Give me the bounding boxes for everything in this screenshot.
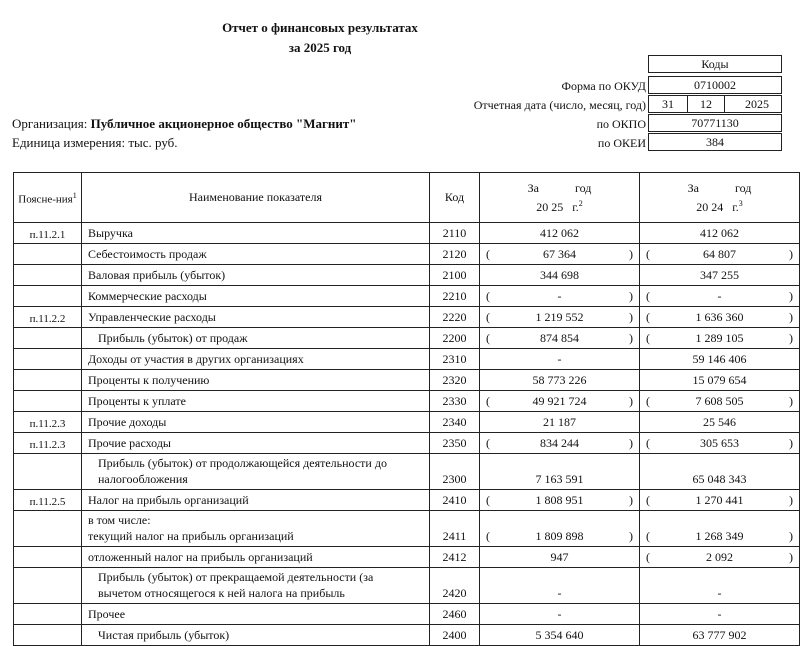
row-name: Себестоимость продаж [82, 244, 430, 265]
row-value-current: ( 67 364 ) [480, 244, 640, 265]
okpo-label: по ОКПО [596, 117, 646, 131]
row-name: Прочее [82, 604, 430, 625]
row-interest-paid [14, 391, 800, 412]
row-code: 2411 [430, 511, 480, 547]
row-value-current: ( 1 219 552 ) [480, 307, 640, 328]
row-code: 2420 [430, 568, 480, 604]
row-value-previous: 59 146 406 [640, 349, 800, 370]
row-sales-profit [14, 328, 800, 349]
row-note [14, 328, 82, 349]
row-interest-received [14, 370, 800, 391]
row-code: 2320 [430, 370, 480, 391]
report-period: за 2025 год [288, 40, 352, 55]
row-value-current: 947 [480, 547, 640, 568]
row-note: п.11.2.2 [14, 307, 82, 328]
row-value-current: 344 698 [480, 265, 640, 286]
report-title: Отчет о финансовых результатах [222, 20, 418, 35]
row-name: Доходы от участия в других организациях [82, 349, 430, 370]
row-value-current: 5 354 640 [480, 625, 640, 646]
row-note [14, 604, 82, 625]
row-revenue [14, 223, 800, 244]
row-value-current: 58 773 226 [480, 370, 640, 391]
date-month: 12 [687, 95, 725, 113]
row-name: Прибыль (убыток) от прекращаемой деятельности (за вычетом относящегося к ней налога на прибыль [82, 568, 430, 604]
row-note [14, 511, 82, 547]
row-value-previous: 25 546 [640, 412, 800, 433]
row-gross-profit [14, 265, 800, 286]
row-note [14, 625, 82, 646]
codes-header: Коды [648, 55, 782, 73]
row-code: 2200 [430, 328, 480, 349]
row-discontinued-ops [14, 568, 800, 604]
row-code: 2300 [430, 454, 480, 490]
row-note: п.11.2.1 [14, 223, 82, 244]
row-code: 2110 [430, 223, 480, 244]
row-code: 2210 [430, 286, 480, 307]
row-note [14, 568, 82, 604]
row-name: Валовая прибыль (убыток) [82, 265, 430, 286]
row-value-current: ( - ) [480, 286, 640, 307]
row-name: Чистая прибыль (убыток) [82, 625, 430, 646]
row-name: отложенный налог на прибыль организаций [82, 547, 430, 568]
row-value-previous: 15 079 654 [640, 370, 800, 391]
row-other-expenses [14, 433, 800, 454]
row-note: п.11.2.3 [14, 412, 82, 433]
okpo-value: 70771130 [648, 114, 782, 132]
row-code: 2350 [430, 433, 480, 454]
financial-results-table [13, 172, 800, 646]
row-selling-expenses [14, 286, 800, 307]
row-cost-of-sales [14, 244, 800, 265]
row-admin-expenses [14, 307, 800, 328]
row-name: Управленческие расходы [82, 307, 430, 328]
unit-label: Единица измерения: тыс. руб. [12, 135, 178, 150]
date-year: 2025 [724, 95, 782, 113]
row-value-previous: ( 2 092 ) [640, 547, 800, 568]
row-value-current: - [480, 349, 640, 370]
organization-name: Публичное акционерное общество "Магнит" [90, 116, 357, 131]
row-current-tax [14, 511, 800, 547]
col-header-code: Код [430, 173, 480, 223]
row-value-previous: ( 305 653 ) [640, 433, 800, 454]
row-code: 2410 [430, 490, 480, 511]
row-name: Прочие расходы [82, 433, 430, 454]
row-value-current: - [480, 604, 640, 625]
row-note [14, 349, 82, 370]
row-code: 2400 [430, 625, 480, 646]
row-value-previous: ( 1 289 105 ) [640, 328, 800, 349]
row-net-profit [14, 625, 800, 646]
okud-label: Форма по ОКУД [561, 79, 646, 93]
row-code: 2460 [430, 604, 480, 625]
row-code: 2330 [430, 391, 480, 412]
row-value-previous: 65 048 343 [640, 454, 800, 490]
row-value-current: ( 834 244 ) [480, 433, 640, 454]
row-note [14, 244, 82, 265]
row-code: 2412 [430, 547, 480, 568]
row-deferred-tax [14, 547, 800, 568]
row-note: п.11.2.5 [14, 490, 82, 511]
row-value-current: ( 1 809 898 ) [480, 511, 640, 547]
row-value-current: ( 49 921 724 ) [480, 391, 640, 412]
row-name: Прибыль (убыток) от продаж [82, 328, 430, 349]
row-value-previous: ( 64 807 ) [640, 244, 800, 265]
row-code: 2220 [430, 307, 480, 328]
okei-value: 384 [648, 133, 782, 151]
row-other [14, 604, 800, 625]
row-name: Коммерческие расходы [82, 286, 430, 307]
row-value-current: 21 187 [480, 412, 640, 433]
row-name: Прибыль (убыток) от продолжающейся деятельности до налогообложения [82, 454, 430, 490]
row-value-current: ( 874 854 ) [480, 328, 640, 349]
row-code: 2340 [430, 412, 480, 433]
row-value-previous: 347 255 [640, 265, 800, 286]
row-code: 2310 [430, 349, 480, 370]
row-value-current: ( 1 808 951 ) [480, 490, 640, 511]
row-value-previous: - [640, 604, 800, 625]
row-income-tax [14, 490, 800, 511]
date-label: Отчетная дата (число, месяц, год) [473, 98, 646, 112]
col-header-name: Наименование показателя [82, 173, 430, 223]
col-header-note: Поясне-ния$^1$ [14, 173, 82, 223]
row-value-current: - [480, 568, 640, 604]
row-value-previous: - [640, 568, 800, 604]
row-note [14, 547, 82, 568]
row-value-previous: ( 1 636 360 ) [640, 307, 800, 328]
row-other-income [14, 412, 800, 433]
row-value-previous: ( 7 608 505 ) [640, 391, 800, 412]
row-name: Выручка [82, 223, 430, 244]
row-note [14, 370, 82, 391]
row-value-previous: 412 062 [640, 223, 800, 244]
row-participation-income [14, 349, 800, 370]
row-profit-before-tax [14, 454, 800, 490]
organization-label: Организация: [12, 116, 88, 131]
row-note [14, 391, 82, 412]
col-header-current: За год 20 25 г.$^2$ [480, 173, 640, 223]
okei-label: по ОКЕИ [597, 136, 646, 150]
row-value-previous: 63 777 902 [640, 625, 800, 646]
row-note [14, 454, 82, 490]
row-value-current: 412 062 [480, 223, 640, 244]
table-header-row [14, 173, 800, 223]
okud-value: 0710002 [648, 76, 782, 94]
date-day: 31 [648, 95, 688, 113]
organization-line [12, 116, 357, 132]
row-name: Проценты к уплате [82, 391, 430, 412]
row-value-previous: ( 1 268 349 ) [640, 511, 800, 547]
row-note [14, 286, 82, 307]
row-name: Налог на прибыль организаций [82, 490, 430, 511]
row-value-previous: ( - ) [640, 286, 800, 307]
col-header-previous: За год 20 24 г.$^3$ [640, 173, 800, 223]
row-code: 2100 [430, 265, 480, 286]
row-note [14, 265, 82, 286]
row-code: 2120 [430, 244, 480, 265]
row-name: в том числе: текущий налог на прибыль организаций [82, 511, 430, 547]
row-note: п.11.2.3 [14, 433, 82, 454]
row-value-current: 7 163 591 [480, 454, 640, 490]
row-value-previous: ( 1 270 441 ) [640, 490, 800, 511]
row-name: Проценты к получению [82, 370, 430, 391]
row-name: Прочие доходы [82, 412, 430, 433]
